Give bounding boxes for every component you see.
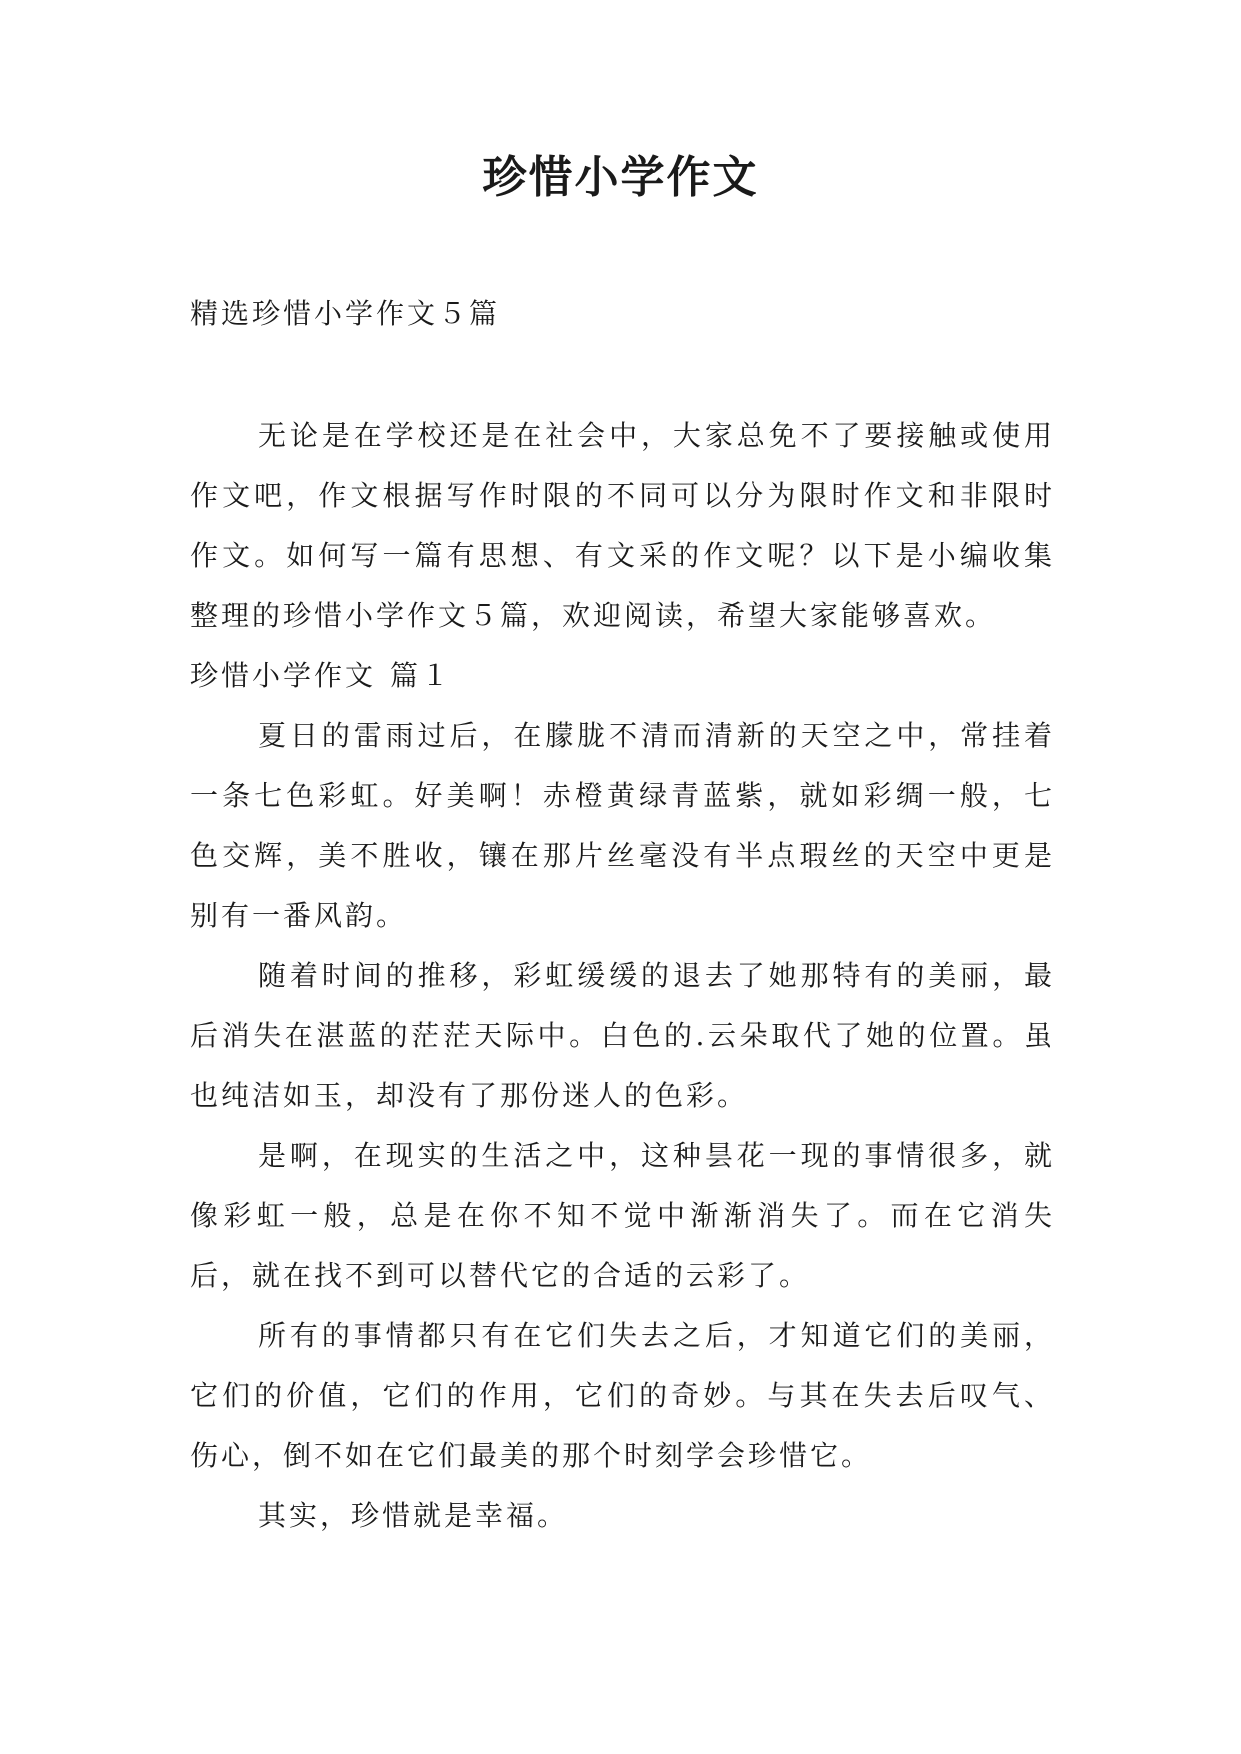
essay-paragraph: 夏日的雷雨过后，在朦胧不清而清新的天空之中，常挂着一条七色彩虹。好美啊！赤橙黄绿青蓝紫，就如彩绸一般，七色交辉，美不胜收，镶在那片丝毫没有半点瑕丝的天空中更是别有一番风韵。 xyxy=(190,719,1055,932)
document-title: 珍惜小学作文 xyxy=(482,152,759,203)
document-body xyxy=(190,406,1055,1546)
essay-paragraph: 随着时间的推移，彩虹缓缓的退去了她那特有的美丽，最后消失在湛蓝的茫茫天际中。白色的.云朵取代了她的位置。虽也纯洁如玉，却没有了那份迷人的色彩。 xyxy=(190,959,1055,1112)
section-heading-title: 珍惜小学作文 xyxy=(190,659,377,692)
section-heading-label: 篇１ xyxy=(390,659,453,692)
essay-paragraph: 所有的事情都只有在它们失去之后，才知道它们的美丽，它们的价值，它们的作用，它们的奇妙。与其在失去后叹气、伤心，倒不如在它们最美的那个时刻学会珍惜它。 xyxy=(190,1319,1055,1472)
section-heading xyxy=(190,646,1055,706)
essay-paragraph: 其实，珍惜就是幸福。 xyxy=(258,1499,569,1532)
intro-paragraph: 无论是在学校还是在社会中，大家总免不了要接触或使用作文吧，作文根据写作时限的不同可以分为限时作文和非限时作文。如何写一篇有思想、有文采的作文呢？以下是小编收集整理的珍惜小学作文５篇，欢迎阅读，希望大家能够喜欢。 xyxy=(190,419,1055,632)
document-subtitle: 精选珍惜小学作文５篇 xyxy=(190,297,501,330)
essay-paragraph: 是啊，在现实的生活之中，这种昙花一现的事情很多，就像彩虹一般，总是在你不知不觉中渐渐消失了。而在它消失后，就在找不到可以替代它的合适的云彩了。 xyxy=(190,1139,1055,1292)
